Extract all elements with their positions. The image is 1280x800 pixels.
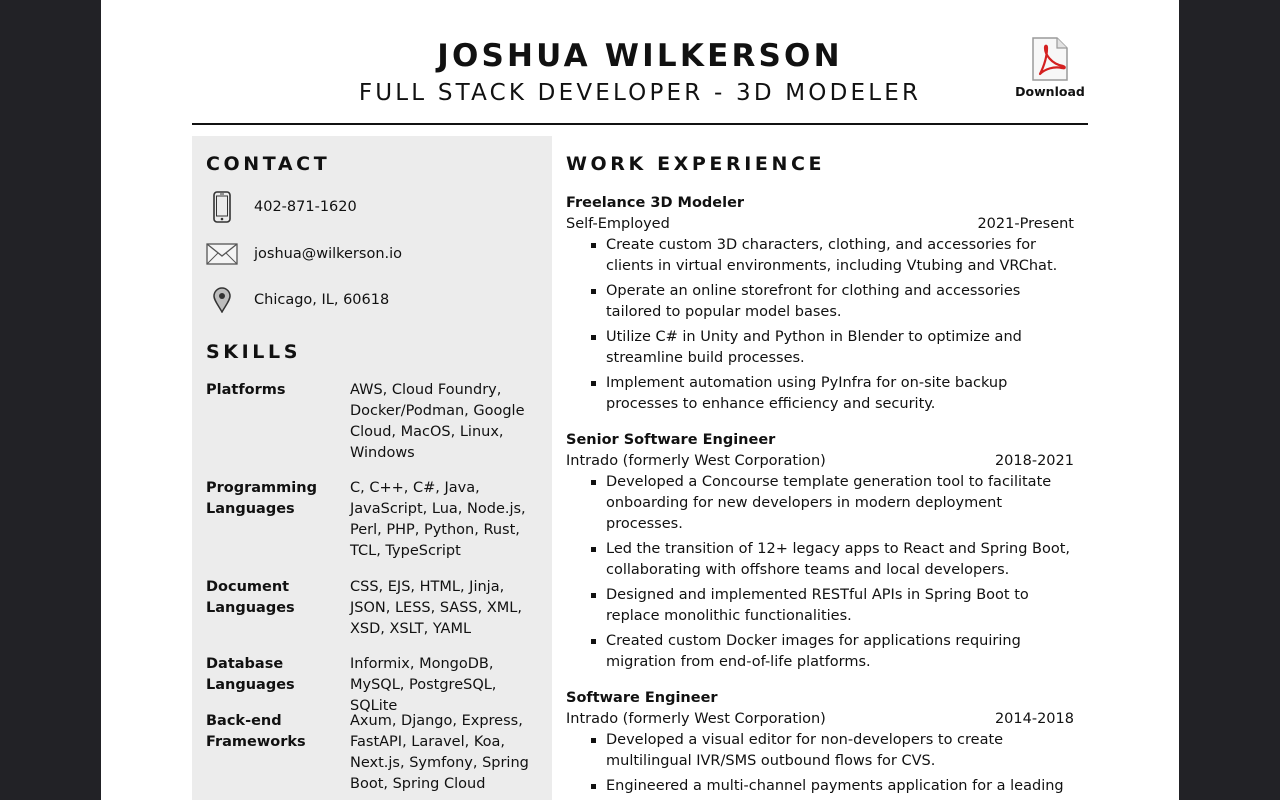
download-label: Download (1015, 84, 1085, 99)
job-bullet: Created custom Docker images for applications requiring migration from end-of-life platforms. (566, 631, 1074, 673)
sidebar (192, 136, 552, 800)
job-bullet: Utilize C# in Unity and Python in Blender to optimize and streamline build processes. (566, 327, 1074, 369)
work-experience-heading: WORK EXPERIENCE (566, 153, 826, 175)
job-meta (566, 451, 1074, 472)
job-bullet: Implement automation using PyInfra for on-site backup processes to enhance efficiency and security. (566, 373, 1074, 415)
job-title: Senior Software Engineer (566, 432, 776, 448)
job-company: Intrado (formerly West Corporation) (566, 453, 826, 469)
skill-category: Database Languages (206, 656, 295, 693)
job-company: Self-Employed (566, 216, 670, 232)
job-bullets (566, 235, 1074, 415)
job-bullet: Developed a Concourse template generation tool to facilitate onboarding for new developers in modern deployment processes. (566, 472, 1074, 535)
job-dates: 2018-2021 (994, 453, 1074, 469)
skill-list: AWS, Cloud Foundry, Docker/Podman, Google Cloud, MacOS, Linux, Windows (350, 382, 525, 461)
job-company: Intrado (formerly West Corporation) (566, 711, 826, 727)
skill-list: Informix, MongoDB, MySQL, PostgreSQL, SQLite (350, 656, 497, 714)
skill-category: Programming Languages (206, 480, 317, 517)
main-content (566, 136, 1076, 800)
job-entry (566, 430, 1074, 677)
job-entry (566, 688, 1074, 800)
job-dates: 2014-2018 (994, 711, 1074, 727)
job-bullet: Designed and implemented RESTful APIs in Spring Boot to replace monolithic functionalities. (566, 585, 1074, 627)
contact-location (206, 283, 536, 317)
skill-list: C, C++, C#, Java, JavaScript, Lua, Node.js, Perl, PHP, Python, Rust, TCL, TypeScript (350, 480, 526, 559)
job-dates: 2021-Present (977, 216, 1074, 232)
skill-category: Platforms (206, 382, 286, 398)
job-bullet: Developed a visual editor for non-developers to create multilingual IVR/SMS outbound flows for CVS. (566, 730, 1074, 772)
candidate-name: JOSHUA WILKERSON (437, 38, 843, 74)
skill-category: Document Languages (206, 579, 295, 616)
email-link[interactable]: joshua@wilkerson.io (254, 246, 403, 262)
job-bullets (566, 472, 1074, 673)
job-bullet: Create custom 3D characters, clothing, and accessories for clients in virtual environments, including Vtubing and VRChat. (566, 235, 1074, 277)
job-bullet: Led the transition of 12+ legacy apps to React and Spring Boot, collaborating with offshore teams and local developers. (566, 539, 1074, 581)
job-entry (566, 193, 1074, 419)
job-meta (566, 214, 1074, 235)
skills-heading: SKILLS (206, 341, 301, 363)
contact-heading: CONTACT (206, 153, 331, 175)
resume-header (192, 0, 1088, 125)
candidate-title: FULL STACK DEVELOPER - 3D MODELER (358, 80, 922, 106)
job-bullets (566, 730, 1074, 797)
job-bullet: Engineered a multi-channel payments application for a leading (566, 776, 1074, 797)
phone-number-link[interactable]: 402-871-1620 (254, 199, 357, 215)
skill-list: CSS, EJS, HTML, Jinja, JSON, LESS, SASS, XML, XSD, XSLT, YAML (350, 579, 522, 637)
job-bullet: Operate an online storefront for clothing and accessories tailored to popular model bases. (566, 281, 1074, 323)
contact-email (206, 237, 536, 271)
contact-phone (206, 190, 536, 224)
job-title: Freelance 3D Modeler (566, 195, 745, 211)
phone-icon (206, 190, 238, 224)
download-pdf-button[interactable] (1012, 36, 1088, 99)
pdf-file-icon (1030, 36, 1070, 82)
map-pin-icon (206, 283, 238, 317)
skill-category: Back-end Frameworks (206, 713, 306, 750)
location-text: Chicago, IL, 60618 (254, 292, 390, 308)
job-meta (566, 709, 1074, 730)
job-title: Software Engineer (566, 690, 718, 706)
skill-list: Axum, Django, Express, FastAPI, Laravel, Koa, Next.js, Symfony, Spring Boot, Spring Cloud (350, 713, 529, 792)
resume-page (101, 0, 1179, 800)
envelope-icon (206, 237, 238, 271)
